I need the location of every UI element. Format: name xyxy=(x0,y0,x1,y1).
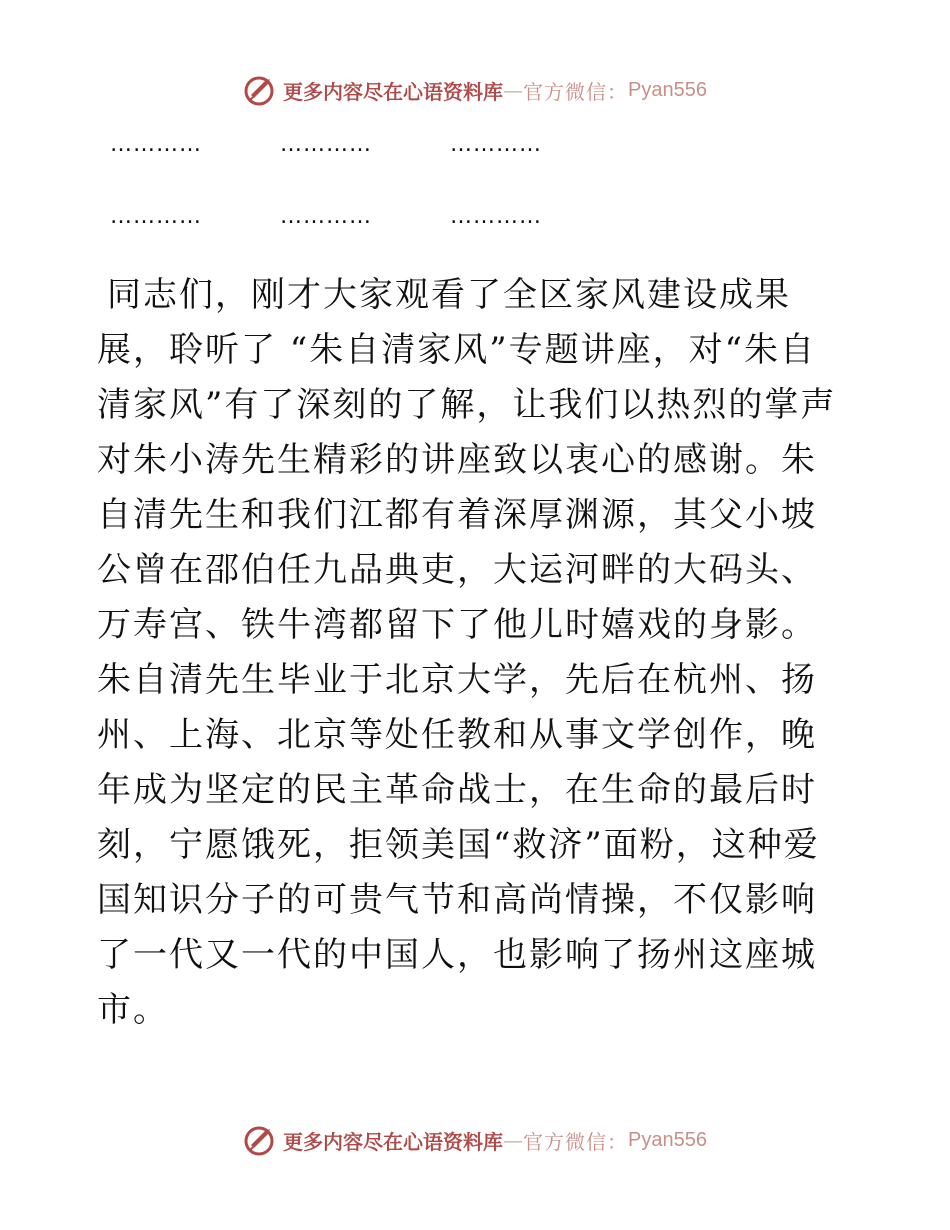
banner-wechat-id: Pyan556 xyxy=(628,78,707,101)
banner-site-name: 更多内容尽在心语资料库 xyxy=(283,79,504,104)
ellipsis-group: ………… xyxy=(110,132,202,157)
pen-logo-icon xyxy=(243,73,277,107)
footer-banner xyxy=(0,1120,950,1160)
ellipsis-group: ………… xyxy=(280,132,372,157)
ellipsis-row xyxy=(110,204,542,229)
banner-site-name: 更多内容尽在心语资料库 xyxy=(283,1129,504,1154)
body-paragraph: 同志们，刚才大家观看了全区家风建设成果展，聆听了 “朱自清家风”专题讲座，对“朱自清家风”有了深刻的了解，让我们以热烈的掌声对朱小涛先生精彩的讲座致以衷心的感谢。朱自清先生和我们江都有着深厚渊源，其父小坡公曾在邵伯任九品典吏，大运河畔的大码头、万寿宫、铁牛湾都留下了他儿时嬉戏的身影。朱自清先生毕业于北京大学，先后在杭州、扬州、上海、北京等处任教和从事文学创作，晚年成为坚定的民主革命战士，在生命的最后时刻，宁愿饿死，拒领美国“救济”面粉，这种爱国知识分子的可贵气节和高尚情操，不仅影响了一代又一代的中国人，也影响了扬州这座城市。 xyxy=(97,275,837,1030)
banner-wechat-label: 官方微信： xyxy=(523,1129,629,1154)
ellipsis-group: ………… xyxy=(280,204,372,229)
banner-separator: — xyxy=(503,78,524,102)
ellipsis-group: ………… xyxy=(450,204,542,229)
ellipsis-row xyxy=(110,132,542,157)
header-banner xyxy=(0,70,950,110)
banner-wechat-label: 官方微信： xyxy=(523,79,629,104)
banner-separator: — xyxy=(503,1128,524,1152)
ellipsis-group: ………… xyxy=(110,204,202,229)
ellipsis-group: ………… xyxy=(450,132,542,157)
banner-wechat-id: Pyan556 xyxy=(628,1128,707,1151)
pen-logo-icon xyxy=(243,1123,277,1157)
